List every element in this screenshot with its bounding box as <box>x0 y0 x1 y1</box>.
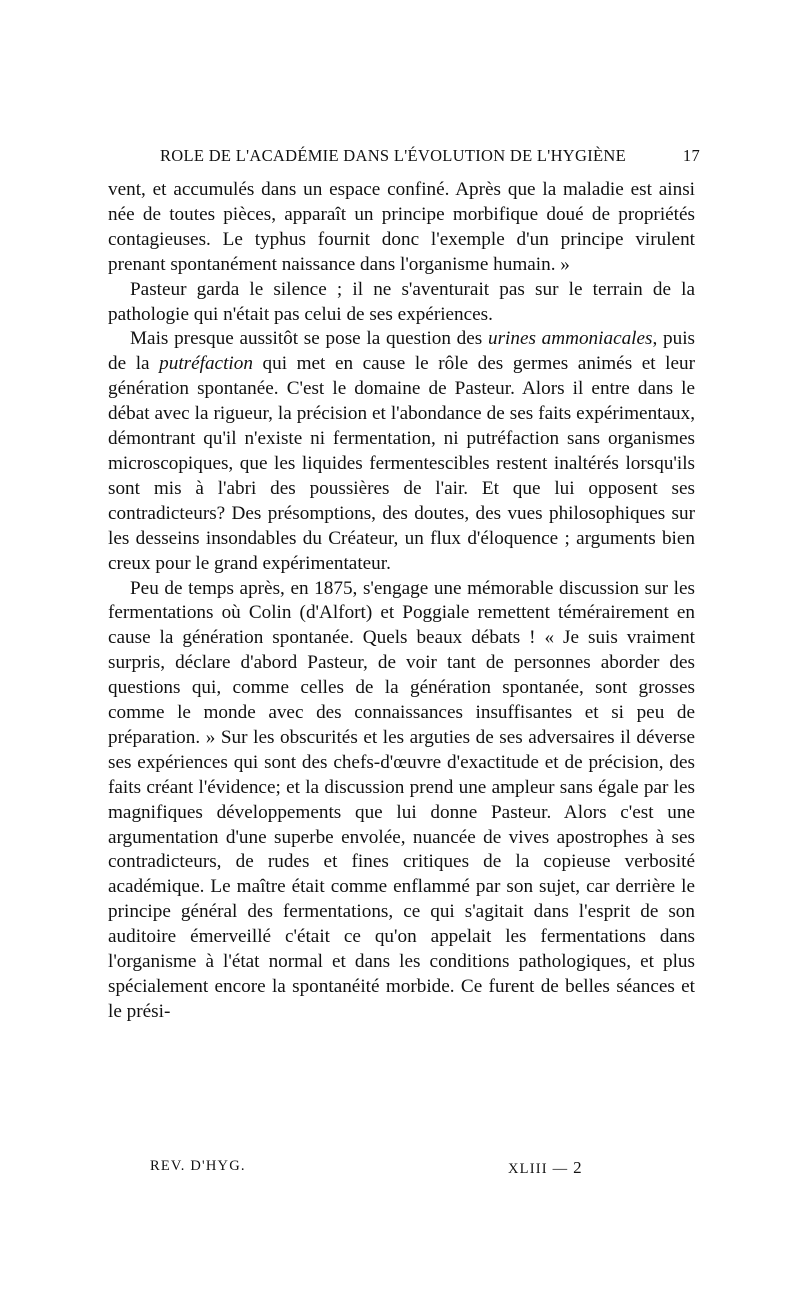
paragraph-3-text-a: Mais presque aussitôt se pose la question des <box>130 328 488 350</box>
running-head <box>108 146 700 170</box>
body-text <box>108 178 695 1025</box>
running-title: ROLE DE L'ACADÉMIE DANS L'ÉVOLUTION DE L'HYGIÈNE <box>160 146 626 165</box>
paragraph-1: vent, et accumulés dans un espace confiné. Après que la maladie est ainsi née de toutes pièces, apparaît un principe morbifique doué de propriétés contagieuses. Le typhus fournit donc l'exemple d'un principe virulent prenant spontanément naissance dans l'organisme humain. » <box>108 179 695 275</box>
italic-putrefaction: putréfaction <box>159 353 253 375</box>
paragraph-3 <box>108 327 695 576</box>
italic-urines-ammoniacales: urines ammoniacales <box>487 328 653 350</box>
paragraph-2: Pasteur garda le silence ; il ne s'aventurait pas sur le terrain de la pathologie qui n'était pas celui de ses expériences. <box>108 278 695 325</box>
paragraph-4: Peu de temps après, en 1875, s'engage une mémorable discussion sur les fermentations où Colin (d'Alfort) et Poggiale remettent témérairement en cause la génération spontanée. Quels beaux débats ! « Je suis vraiment surpris, déclare d'abord Pasteur, de voir tant de personnes aborder des questions qui, comme celles de la génération spontanée, sont grosses comme le monde avec des connaissances insuffisantes et si peu de préparation. » Sur les obscurités et les arguties de ses adversaires il déverse ses expériences qui sont des chefs-d'œuvre d'exactitude et de précision, des faits créant l'évidence; et la discussion prend une ampleur sans égale par les magnifiques développements que lui donne Pasteur. Alors c'est une argumentation d'une superbe envolée, nuancée de vives apostrophes à ses contradicteurs, de rudes et fines critiques de la copieuse verbosité académique. Le maître était comme enflammé par son sujet, car derrière le principe général des fermentations, ce qui s'agitait dans l'esprit de son auditoire émerveillé c'était ce qu'on appelait les fermentations dans l'organisme à l'état normal et dans les conditions pathologiques, et plus spécialement encore la spontanéité morbide. Ce furent de belles séances et le prési- <box>108 577 695 1022</box>
paragraph-3-text-b: , puis de la <box>108 328 695 375</box>
paragraph-3-text-c: qui met en cause le rôle des germes animés et leur génération spontanée. C'est le domaine de Pasteur. Alors il entre dans le débat avec la rigueur, la précision et l'abondance de ses faits expérimentaux, démontrant qu'il n'existe ni fermentation, ni putréfaction sans organismes microscopiques, que les liquides fermentescibles restent inaltérés lorsqu'ils sont mis à l'abri des poussières de l'air. Et que lui opposent ses contradicteurs? Des présomptions, des doutes, des vues philosophiques sur les desseins insondables du Créateur, un flux d'éloquence ; arguments bien creux pour le grand expérimentateur. <box>108 353 695 574</box>
page-number: 17 <box>682 146 700 165</box>
volume-number: XLIII — <box>508 1161 569 1177</box>
footer <box>150 1158 630 1180</box>
signature-mark: 2 <box>573 1158 582 1177</box>
journal-abbreviation: REV. D'HYG. <box>150 1158 246 1174</box>
volume-signature <box>508 1158 582 1178</box>
